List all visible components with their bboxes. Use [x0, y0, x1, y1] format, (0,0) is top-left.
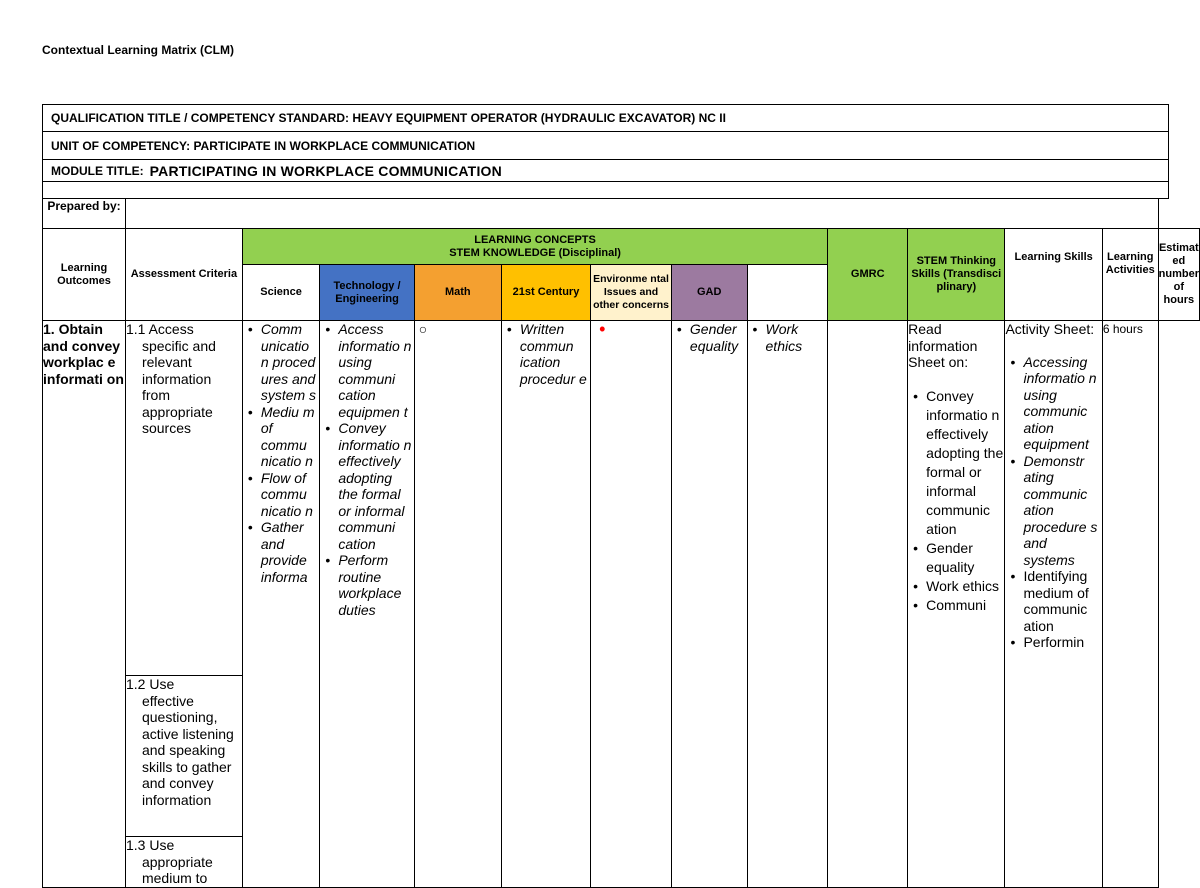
science-item: • Mediu m of commu nicatio n — [261, 404, 320, 470]
learning-matrix-table — [42, 198, 1200, 888]
stem-thinking-cell — [828, 321, 908, 888]
gmrc-item: • Work ethics — [766, 321, 828, 354]
learning-skills-cell — [908, 321, 1005, 888]
header-math: Math — [414, 265, 501, 321]
activity-item: • Identifying medium of communic ation — [1023, 568, 1101, 634]
prepared-by-value — [125, 199, 1158, 229]
unit-row — [42, 131, 1169, 160]
science-item: • Flow of commu nicatio n — [261, 470, 320, 520]
estimated-hours-cell — [1102, 321, 1158, 888]
21st-century-item: • Written commun ication procedur e — [520, 321, 590, 387]
gad-item: • Gender equality — [690, 321, 747, 354]
science-item: • Comm unicatio n proced ures and system s — [261, 321, 320, 404]
stem-knowledge-label: STEM KNOWLEDGE (Disciplinal) — [449, 246, 621, 259]
learning-activities-cell — [1005, 321, 1102, 888]
learning-skills-item: • Communi — [926, 596, 1004, 615]
learning-concepts-label: LEARNING CONCEPTS — [474, 233, 596, 246]
header-learning-outcomes: Learning Outcomes — [43, 229, 126, 321]
blank-row — [42, 181, 1169, 199]
activity-item: • Accessing informatio n using communic ation equipment — [1023, 354, 1101, 453]
qualification-row — [42, 104, 1169, 132]
module-row — [42, 159, 1169, 182]
21st-century-cell — [501, 321, 590, 888]
learning-skills-intro: Read information Sheet on: — [908, 321, 978, 370]
header-estimated-hours: Estimat ed number of hours — [1158, 229, 1199, 321]
criterion-1-1: 1.1 Access specific and relevant information from appropriate sources — [125, 321, 242, 676]
header-21st-century: 21st Century — [501, 265, 590, 321]
environmental-cell — [591, 321, 672, 888]
header-environmental: Environme ntal Issues and other concerns — [591, 265, 672, 321]
technology-item: • Access informatio n using communi cation equipmen t — [338, 321, 413, 420]
activities-intro: Activity Sheet: — [1005, 321, 1095, 337]
qualification-title: QUALIFICATION TITLE / COMPETENCY STANDARD: HEAVY EQUIPMENT OPERATOR (HYDRAULIC EXCAVATOR) NC II — [51, 111, 726, 125]
math-cell — [414, 321, 501, 888]
document-title: Contextual Learning Matrix (CLM) — [42, 43, 235, 57]
technology-item: • Perform routine workplace duties — [338, 552, 413, 618]
header-learning-activities: Learning Activities — [1102, 229, 1158, 321]
header-gmrc: GMRC — [828, 229, 908, 321]
activity-item: • Performin — [1023, 634, 1101, 651]
learning-skills-item: • Gender equality — [926, 539, 1004, 577]
header-science: Science — [242, 265, 320, 321]
learning-skills-item: • Work ethics — [926, 577, 1004, 596]
science-item: • Gather and provide informa — [261, 519, 320, 585]
prepared-by-label: Prepared by: — [43, 199, 126, 229]
header-technology: Technology / Engineering — [320, 265, 414, 321]
header-assessment-criteria: Assessment Criteria — [125, 229, 242, 321]
science-cell — [242, 321, 320, 888]
math-empty-bullet: ○ — [418, 321, 428, 337]
criterion-1-3: 1.3 Use appropriate medium to — [125, 837, 242, 888]
learning-skills-item: • Convey informatio n effectively adopting the formal or informal communic ation — [926, 387, 1004, 539]
activity-item: • Demonstr ating communic ation procedure s and systems — [1023, 453, 1101, 569]
header-learning-skills: Learning Skills — [1005, 229, 1102, 321]
gmrc-cell — [747, 321, 828, 888]
learning-outcome-1: 1. Obtain and convey workplac e informati on — [43, 321, 126, 888]
criterion-1-2: 1.2 Use effective questioning, active listening and speaking skills to gather and convey information — [125, 676, 242, 837]
technology-cell — [320, 321, 414, 888]
technology-item: • Convey informatio n effectively adopting the formal or informal communi cation — [338, 420, 413, 552]
estimated-hours-value: 6 hours — [1102, 322, 1143, 336]
module-title: PARTICIPATING IN WORKPLACE COMMUNICATION — [149, 162, 502, 179]
environmental-bullet: • — [599, 319, 606, 339]
unit-of-competency: UNIT OF COMPETENCY: PARTICIPATE IN WORKPLACE COMMUNICATION — [51, 138, 476, 153]
header-learning-concepts — [242, 229, 827, 265]
module-label: MODULE TITLE: — [51, 163, 144, 178]
gad-cell — [671, 321, 747, 888]
header-stem-thinking: STEM Thinking Skills (Transdisci plinary) — [908, 229, 1005, 321]
header-gad: GAD — [671, 265, 747, 321]
